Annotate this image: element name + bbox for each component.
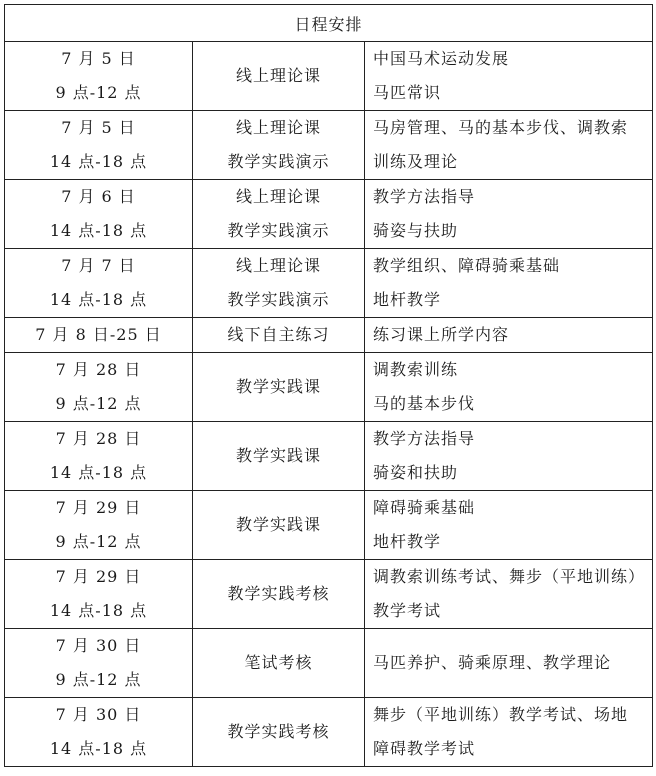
course-type-cell	[193, 318, 365, 353]
content-text: 中国马术运动发展	[373, 49, 510, 68]
date-cell	[5, 42, 193, 111]
table-row	[5, 180, 653, 249]
content-text: 马房管理、马的基本步伐、调教索	[373, 118, 629, 137]
content-text: 障碍骑乘基础	[373, 498, 476, 517]
content-text: 骑姿和扶助	[373, 463, 459, 482]
course-type-text: 线上理论课	[235, 187, 321, 206]
date-text: 7 月 8 日-25 日	[35, 325, 162, 344]
content-cell	[365, 111, 653, 180]
table-row	[5, 560, 653, 629]
date-cell	[5, 318, 193, 353]
content-cell	[365, 353, 653, 422]
course-type-text: 教学实践课	[235, 377, 321, 396]
content-text: 障碍教学考试	[373, 739, 476, 758]
schedule-body	[5, 42, 653, 767]
time-text: 9 点-12 点	[55, 394, 142, 413]
content-text: 练习课上所学内容	[373, 325, 510, 344]
date-text: 7 月 29 日	[55, 567, 142, 586]
schedule-table	[4, 4, 653, 767]
date-cell	[5, 629, 193, 698]
table-row	[5, 249, 653, 318]
course-type-text: 教学实践课	[235, 515, 321, 534]
time-text: 9 点-12 点	[55, 670, 142, 689]
date-text: 7 月 28 日	[55, 360, 142, 379]
course-type-cell	[193, 42, 365, 111]
table-title: 日程安排	[5, 5, 653, 42]
date-cell	[5, 249, 193, 318]
table-row	[5, 491, 653, 560]
content-text: 教学组织、障碍骑乘基础	[373, 256, 561, 275]
course-type-text: 教学实践课	[235, 446, 321, 465]
content-cell	[365, 249, 653, 318]
content-cell	[365, 491, 653, 560]
content-cell	[365, 180, 653, 249]
date-cell	[5, 353, 193, 422]
course-type-cell	[193, 422, 365, 491]
date-text: 7 月 29 日	[55, 498, 142, 517]
date-cell	[5, 698, 193, 767]
time-text: 14 点-18 点	[49, 290, 148, 309]
course-type-cell	[193, 560, 365, 629]
time-text: 14 点-18 点	[49, 221, 148, 240]
content-text: 教学方法指导	[373, 187, 476, 206]
time-text: 14 点-18 点	[49, 152, 148, 171]
time-text: 14 点-18 点	[49, 601, 148, 620]
content-cell	[365, 698, 653, 767]
course-type-cell	[193, 111, 365, 180]
content-cell	[365, 42, 653, 111]
course-type-text: 线上理论课	[235, 256, 321, 275]
table-row	[5, 698, 653, 767]
time-text: 9 点-12 点	[55, 532, 142, 551]
course-type-text: 教学实践演示	[227, 221, 330, 240]
table-row	[5, 422, 653, 491]
time-text: 14 点-18 点	[49, 463, 148, 482]
content-text: 地杆教学	[373, 532, 442, 551]
content-text: 马匹常识	[373, 83, 442, 102]
date-cell	[5, 180, 193, 249]
date-cell	[5, 491, 193, 560]
content-cell	[365, 318, 653, 353]
date-text: 7 月 30 日	[55, 636, 142, 655]
table-row	[5, 318, 653, 353]
table-row	[5, 111, 653, 180]
course-type-cell	[193, 491, 365, 560]
course-type-text: 线下自主练习	[227, 325, 330, 344]
content-text: 骑姿与扶助	[373, 221, 459, 240]
date-text: 7 月 6 日	[61, 187, 136, 206]
date-cell	[5, 422, 193, 491]
table-row	[5, 629, 653, 698]
course-type-cell	[193, 629, 365, 698]
date-text: 7 月 7 日	[61, 256, 136, 275]
course-type-text: 教学实践考核	[227, 722, 330, 741]
date-text: 7 月 5 日	[61, 49, 136, 68]
content-text: 教学考试	[373, 601, 442, 620]
time-text: 9 点-12 点	[55, 83, 142, 102]
content-text: 地杆教学	[373, 290, 442, 309]
content-text: 调教索训练	[373, 360, 459, 379]
time-text: 14 点-18 点	[49, 739, 148, 758]
content-text: 调教索训练考试、舞步（平地训练）	[373, 567, 646, 586]
date-text: 7 月 28 日	[55, 429, 142, 448]
content-cell	[365, 560, 653, 629]
course-type-cell	[193, 698, 365, 767]
table-row	[5, 353, 653, 422]
course-type-cell	[193, 353, 365, 422]
course-type-cell	[193, 180, 365, 249]
content-cell	[365, 422, 653, 491]
course-type-text: 线上理论课	[235, 118, 321, 137]
table-row	[5, 42, 653, 111]
date-cell	[5, 111, 193, 180]
content-text: 马匹养护、骑乘原理、教学理论	[373, 653, 612, 672]
date-cell	[5, 560, 193, 629]
course-type-text: 笔试考核	[244, 653, 313, 672]
date-text: 7 月 5 日	[61, 118, 136, 137]
course-type-text: 线上理论课	[235, 66, 321, 85]
course-type-text: 教学实践演示	[227, 152, 330, 171]
content-text: 舞步（平地训练）教学考试、场地	[373, 705, 629, 724]
date-text: 7 月 30 日	[55, 705, 142, 724]
course-type-text: 教学实践考核	[227, 584, 330, 603]
content-text: 训练及理论	[373, 152, 459, 171]
content-text: 教学方法指导	[373, 429, 476, 448]
course-type-cell	[193, 249, 365, 318]
course-type-text: 教学实践演示	[227, 290, 330, 309]
content-cell	[365, 629, 653, 698]
content-text: 马的基本步伐	[373, 394, 476, 413]
